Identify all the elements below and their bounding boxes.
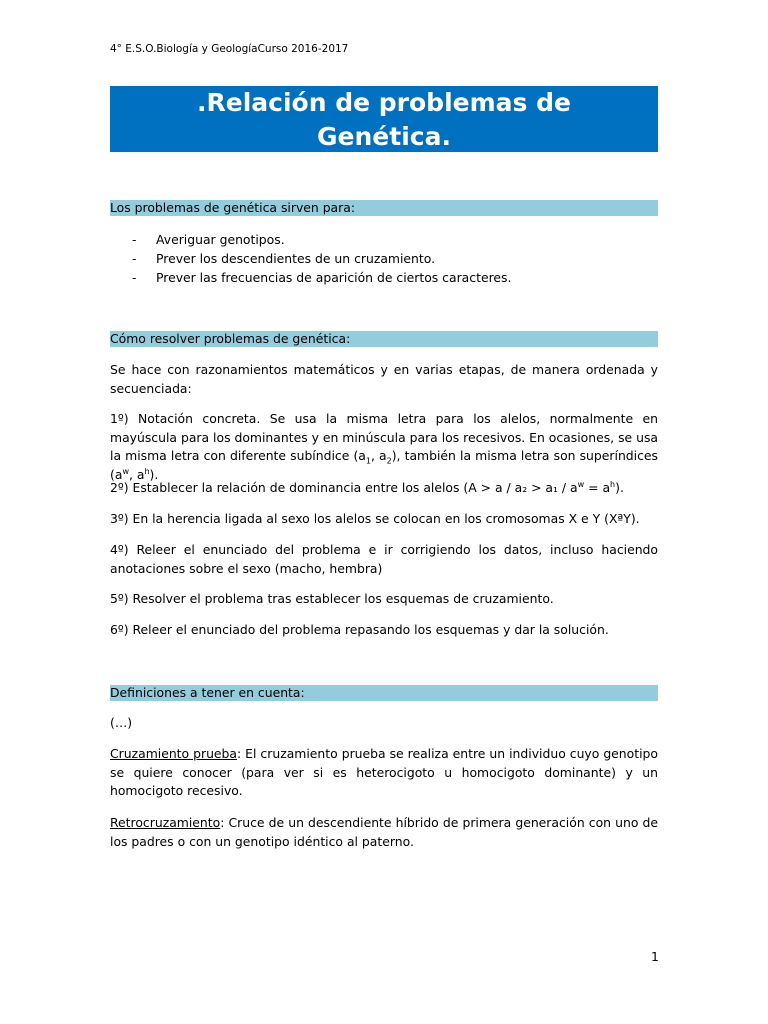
list-item-text: Prever las frecuencias de aparición de ciertos caracteres.: [156, 270, 512, 285]
definition-term: Retrocruzamiento: [110, 815, 221, 830]
method-intro: Se hace con razonamientos matemáticos y en varias etapas, de manera ordenada y secuenciada:: [110, 362, 658, 396]
purpose-list: [110, 230, 658, 287]
list-item-text: Prever los descendientes de un cruzamiento.: [156, 251, 436, 266]
method-step-1: 1º) Notación concreta. Se usa la misma letra para los alelos, normalmente en mayúscula para los dominantes y en minúscula para los recesivos. En ocasiones, se usa la misma letra con diferente subíndice ($a_1$, $a_2$), también la misma letra son superíndices ($a^w$, $a^h$).: [110, 411, 658, 483]
method-step-6: 6º) Releer el enunciado del problema repasando los esquemas y dar la solución.: [110, 622, 609, 637]
list-item: [110, 268, 658, 287]
page-header: 4° E.S.O.Biología y GeologíaCurso 2016-2017: [110, 43, 349, 55]
title-line-1: .Relación de problemas de: [197, 88, 571, 117]
list-item: [110, 249, 658, 268]
section-heading-definitions: Definiciones a tener en cuenta:: [110, 685, 658, 701]
method-step-2: 2º) Establecer la relación de dominancia entre los alelos $(A > a / a_2 > a_1 / a^w = a^h)$.: [110, 479, 624, 495]
list-item: [110, 230, 658, 249]
list-item-text: Averiguar genotipos.: [156, 232, 285, 247]
section-heading-purpose: Los problemas de genética sirven para:: [110, 200, 658, 216]
list-dash: -: [132, 232, 137, 247]
definitions-ellipsis: (…): [110, 715, 133, 730]
definition-test-cross: [110, 745, 658, 801]
definition-term: Cruzamiento prueba: [110, 746, 238, 761]
document-title: [110, 86, 658, 152]
list-dash: -: [132, 251, 137, 266]
method-step-5: 5º) Resolver el problema tras establecer los esquemas de cruzamiento.: [110, 591, 554, 606]
definition-backcross: [110, 814, 658, 851]
title-line-2: Genética.: [317, 122, 451, 151]
method-step-4: 4º) Releer el enunciado del problema e ir corrigiendo los datos, incluso haciendo anotaciones sobre el sexo (macho, hembra): [110, 542, 658, 576]
definition-text: : El cruzamiento prueba se realiza entre un individuo cuyo genotipo se quiere conocer (para ver si es heterocigoto u homocigoto dominante) y un homocigoto recesivo.: [110, 746, 658, 799]
section-heading-method: Cómo resolver problemas de genética:: [110, 331, 658, 347]
definition-text: : Cruce de un descendiente híbrido de primera generación con uno de los padres o con un genotipo idéntico al paterno.: [110, 815, 658, 849]
method-step-3: 3º) En la herencia ligada al sexo los alelos se colocan en los cromosomas X e Y (XªY).: [110, 511, 640, 526]
page-number: 1: [651, 949, 659, 964]
list-dash: -: [132, 270, 137, 285]
